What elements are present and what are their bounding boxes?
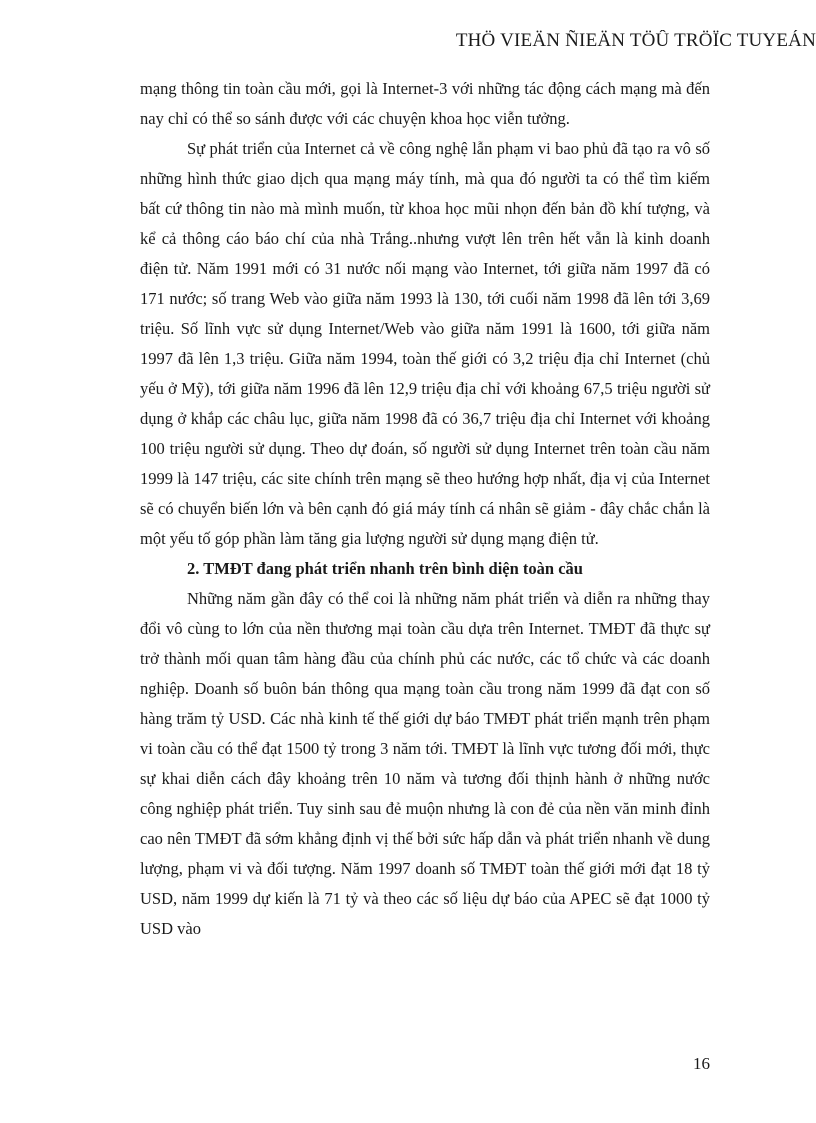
paragraph-intro: mạng thông tin toàn cầu mới, gọi là Internet-3 với những tác động cách mạng mà đến nay chỉ có thể so sánh được với các chuyện khoa học viễn tưởng. (140, 79, 710, 128)
running-header: THÖ VIEÄN ÑIEÄN TÖÛ TRÖÏC TUYEÁN (455, 30, 816, 51)
paragraph-internet-development: Sự phát triển của Internet cả về công nghệ lẫn phạm vi bao phủ đã tạo ra vô số những hình thức giao dịch qua mạng máy tính, mà qua đó người ta có thể tìm kiếm bất cứ thông tin nào mà mình muốn, từ khoa học mũi nhọn đến bản đồ khí tượng, và kể cả thông cáo báo chí của nhà Trắng..nhưng vượt lên trên hết vẫn là kinh doanh điện tử. Năm 1991 mới có 31 nước nối mạng vào Internet, tới giữa năm 1997 đã có 171 nước; số trang Web vào giữa năm 1993 là 130, tới cuối năm 1998 đã lên tới 3,69 triệu. Số lĩnh vực sử dụng Internet/Web vào giữa năm 1991 là 1600, tới giữa năm 1997 đã lên 1,3 triệu. Giữa năm 1994, toàn thế giới có 3,2 triệu địa chỉ Internet (chủ yếu ở Mỹ), tới giữa năm 1996 đã lên 12,9 triệu địa chỉ với khoảng 67,5 triệu người sử dụng ở khắp các châu lục, giữa năm 1998 đã có 36,7 triệu địa chỉ Internet với khoảng 100 triệu người sử dụng. Theo dự đoán, số người sử dụng Internet trên toàn cầu năm 1999 là 147 triệu, các site chính trên mạng sẽ theo hướng hợp nhất, địa vị của Internet sẽ có chuyển biến lớn và bên cạnh đó giá máy tính cá nhân sẽ giảm - đây chắc chắn là một yếu tố góp phần làm tăng gia lượng người sử dụng mạng điện tử. (140, 139, 710, 548)
section-heading: 2. TMĐT đang phát triển nhanh trên bình diện toàn cầu (187, 559, 583, 578)
document-body (140, 74, 710, 944)
page-number: 16 (693, 1054, 710, 1073)
paragraph-ecommerce-growth: Những năm gần đây có thể coi là những năm phát triển và diễn ra những thay đổi vô cùng to lớn của nền thương mại toàn cầu dựa trên Internet. TMĐT đã thực sự trở thành mối quan tâm hàng đầu của chính phủ các nước, các tổ chức và các doanh nghiệp. Doanh số buôn bán thông qua mạng toàn cầu trong năm 1999 đã đạt con số hàng trăm tỷ USD. Các nhà kinh tế thế giới dự báo TMĐT phát triển mạnh trên phạm vi toàn cầu có thể đạt 1500 tỷ trong 3 năm tới. TMĐT là lĩnh vực tương đối mới, thực sự khai diễn cách đây khoảng trên 10 năm và tương đối thịnh hành ở những nước công nghiệp phát triển. Tuy sinh sau đẻ muộn nhưng là con đẻ của nền văn minh đỉnh cao nên TMĐT đã sớm khẳng định vị thế bởi sức hấp dẫn và phát triển nhanh về dung lượng, phạm vi và đối tượng. Năm 1997 doanh số TMĐT toàn thế giới mới đạt 18 tỷ USD, năm 1999 dự kiến là 71 tỷ và theo các số liệu dự báo của APEC sẽ đạt 1000 tỷ USD vào (140, 589, 710, 938)
